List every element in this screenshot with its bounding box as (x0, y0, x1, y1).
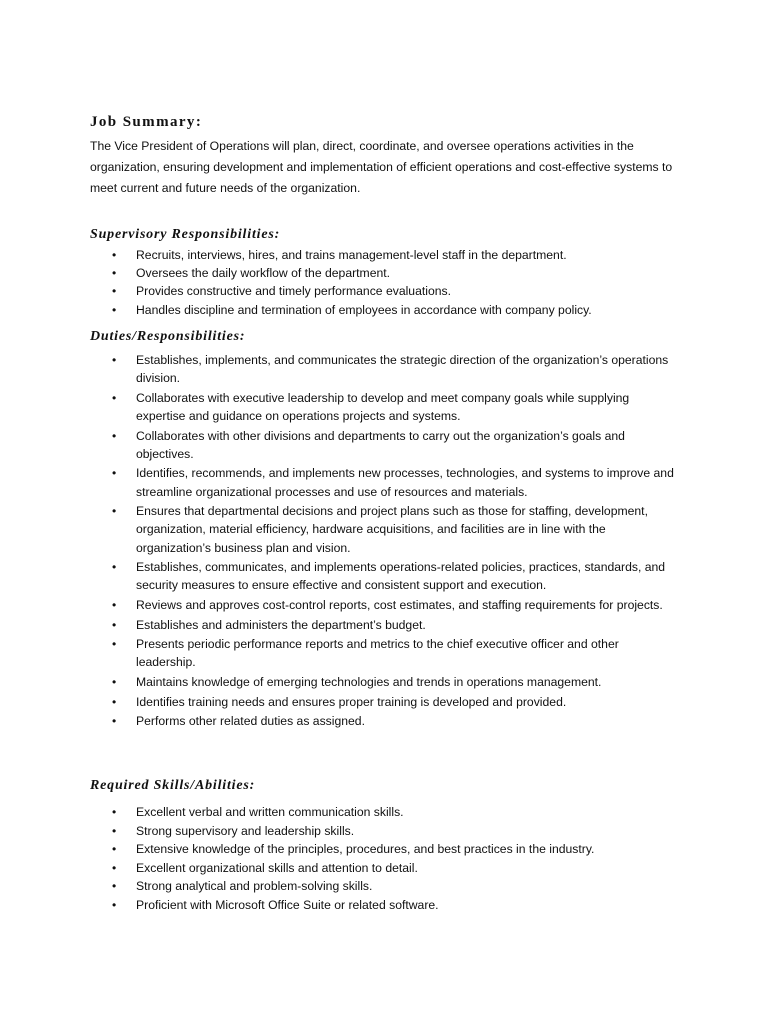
list-item-text: Reviews and approves cost-control reports, cost estimates, and staffing requirements for projects. (136, 597, 663, 612)
list-item-text: Extensive knowledge of the principles, procedures, and best practices in the industry. (136, 842, 595, 856)
list-item-text: Identifies, recommends, and implements new processes, technologies, and systems to improve and streamline organizational processes and use of resources and materials. (136, 466, 674, 499)
list-item-text: Handles discipline and termination of employees in accordance with company policy. (136, 302, 592, 317)
list-item-text: Establishes, communicates, and implements operations-related policies, practices, standards, and security measures to ensure effective and consistent support and execution. (136, 560, 666, 593)
list-item (0, 635, 676, 671)
list-item-text: Ensures that departmental decisions and project plans such as those for staffing, development, organization, material efficiency, hardware acquisitions, and facilities are in line with the organization’s business plan and vision. (136, 504, 648, 555)
list-item-text: Maintains knowledge of emerging technologies and trends in operations management. (136, 674, 602, 689)
duties-heading: Duties/Responsibilities: (90, 329, 246, 344)
list-item (0, 673, 676, 691)
list-item-text: Provides constructive and timely performance evaluations. (136, 284, 451, 299)
bullet-icon: • (112, 428, 117, 443)
skills-list (0, 803, 700, 914)
list-item (0, 877, 676, 895)
bullet-icon: • (112, 637, 117, 652)
bullet-icon: • (112, 504, 117, 519)
list-item (0, 822, 676, 840)
supervisory-heading: Supervisory Responsibilities: (90, 227, 281, 242)
list-item (0, 282, 676, 300)
bullet-icon: • (112, 897, 117, 912)
list-item-text: Strong analytical and problem-solving skills. (136, 879, 373, 893)
bullet-icon: • (112, 248, 117, 262)
list-item (0, 389, 676, 425)
list-item (0, 712, 676, 730)
list-item-text: Strong supervisory and leadership skills. (136, 823, 355, 838)
bullet-icon: • (112, 714, 117, 729)
list-item (0, 840, 676, 858)
bullet-icon: • (112, 302, 117, 317)
list-item-text: Presents periodic performance reports and metrics to the chief executive officer and other leadership. (136, 637, 619, 670)
bullet-icon: • (112, 860, 117, 875)
list-item (0, 558, 676, 594)
bullet-icon: • (112, 466, 117, 481)
list-item-text: Performs other related duties as assigned. (136, 714, 365, 729)
list-item (0, 896, 676, 914)
supervisory-list (0, 246, 700, 319)
list-item (0, 427, 676, 463)
list-item (0, 502, 676, 557)
bullet-icon: • (112, 560, 117, 575)
list-item-text: Recruits, interviews, hires, and trains management-level staff in the department. (136, 248, 567, 262)
list-item-text: Excellent verbal and written communication skills. (136, 805, 404, 819)
list-item-text: Excellent organizational skills and attention to detail. (136, 860, 418, 875)
list-item-text: Establishes and administers the department’s budget. (136, 617, 426, 632)
bullet-icon: • (112, 617, 117, 632)
bullet-icon: • (112, 284, 117, 299)
bullet-icon: • (112, 694, 117, 709)
bullet-icon: • (112, 674, 117, 689)
list-item (0, 693, 676, 711)
list-item (0, 301, 676, 319)
bullet-icon: • (112, 805, 117, 819)
list-item (0, 464, 676, 500)
bullet-icon: • (112, 353, 117, 367)
bullet-icon: • (112, 597, 117, 612)
bullet-icon: • (112, 842, 117, 856)
duties-list (0, 351, 700, 732)
skills-heading: Required Skills/Abilities: (90, 778, 256, 793)
list-item-text: Proficient with Microsoft Office Suite or related software. (136, 897, 439, 912)
list-item (0, 803, 676, 821)
list-item (0, 596, 676, 614)
bullet-icon: • (112, 390, 117, 405)
bullet-icon: • (112, 266, 117, 281)
list-item-text: Collaborates with executive leadership to develop and meet company goals while supplying expertise and guidance on operations projects and systems. (136, 390, 630, 423)
list-item (0, 264, 676, 282)
list-item-text: Collaborates with other divisions and departments to carry out the organization’s goals and objectives. (136, 428, 625, 461)
list-item (0, 246, 676, 264)
bullet-icon: • (112, 879, 117, 893)
list-item (0, 859, 676, 877)
list-item (0, 351, 676, 387)
list-item-text: Identifies training needs and ensures proper training is developed and provided. (136, 694, 567, 709)
list-item (0, 616, 676, 634)
list-item-text: Oversees the daily workflow of the department. (136, 266, 391, 281)
list-item-text: Establishes, implements, and communicates the strategic direction of the organization’s operations division. (136, 353, 669, 386)
bullet-icon: • (112, 823, 117, 838)
job-summary-heading: Job Summary: (90, 114, 203, 130)
job-summary-text: The Vice President of Operations will plan, direct, coordinate, and oversee operations activities in the organization, ensuring development and implementation of efficient operations and cost-effective systems to meet current and future needs of the organization. (90, 139, 673, 195)
